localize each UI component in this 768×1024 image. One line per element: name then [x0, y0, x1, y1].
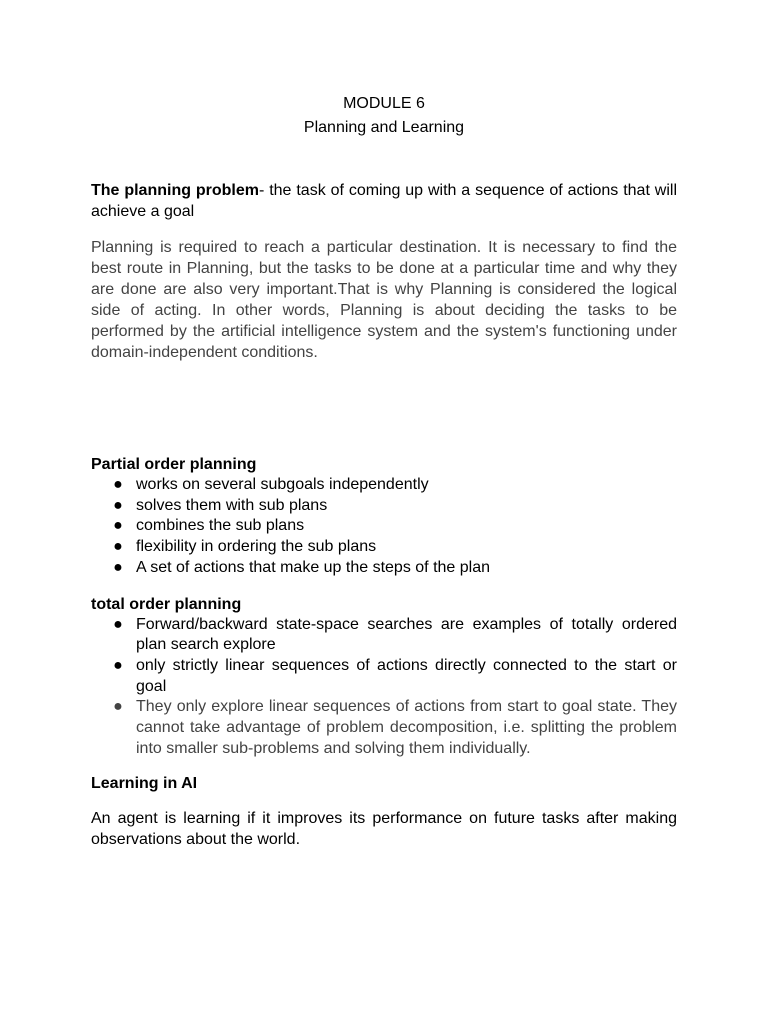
planning-problem-text: - the task of coming up with a sequence of actions that will achieve a goal	[91, 182, 677, 220]
planning-description: Planning is required to reach a particular destination. It is necessary to find the best route in Planning, but the tasks to be done at a particular time and why they are done are also very important.That is why Planning is considered the logical side of acting. In other words, Planning is about deciding the tasks to be performed by the artificial intelligence system and the system's functioning under domain-independent conditions.	[91, 239, 677, 361]
planning-problem-definition	[91, 180, 677, 222]
bullet-icon: ●	[113, 558, 123, 576]
list-item: ● solves them with sub plans	[91, 496, 677, 517]
list-item: ● works on several subgoals independently	[91, 475, 677, 496]
list-item: ● They only explore linear sequences of actions from start to goal state. They cannot take advantage of problem decomposition, i.e. splitting the problem into smaller sub-problems and solving them individually.	[113, 698, 677, 757]
module-title: MODULE 6	[343, 95, 425, 112]
total-order-list	[91, 615, 677, 760]
bullet-icon: ●	[113, 476, 123, 493]
list-item: ● combines the sub plans	[91, 516, 677, 537]
document-page	[91, 92, 677, 850]
bullet-icon: ●	[113, 538, 123, 556]
title-block	[91, 92, 677, 140]
partial-order-list	[91, 475, 677, 579]
list-item: ● only strictly linear sequences of actions directly connected to the start or goal	[113, 656, 677, 695]
bullet-icon: ●	[113, 656, 123, 674]
total-order-heading: total order planning	[91, 595, 242, 613]
list-item: ● A set of actions that make up the steps of the plan	[91, 558, 677, 579]
list-item: ● Forward/backward state-space searches are examples of totally ordered plan search explore	[113, 615, 677, 654]
bullet-icon: ●	[113, 698, 123, 716]
bullet-icon: ●	[113, 615, 123, 633]
learning-description: An agent is learning if it improves its performance on future tasks after making observations about the world.	[91, 810, 677, 849]
planning-problem-term: The planning problem	[91, 182, 259, 199]
learning-heading: Learning in AI	[91, 775, 198, 793]
module-subtitle: Planning and Learning	[303, 119, 465, 136]
partial-order-heading: Partial order planning	[91, 456, 257, 473]
bullet-icon: ●	[113, 517, 123, 535]
list-item: ● flexibility in ordering the sub plans	[91, 537, 677, 558]
bullet-icon: ●	[113, 496, 123, 514]
